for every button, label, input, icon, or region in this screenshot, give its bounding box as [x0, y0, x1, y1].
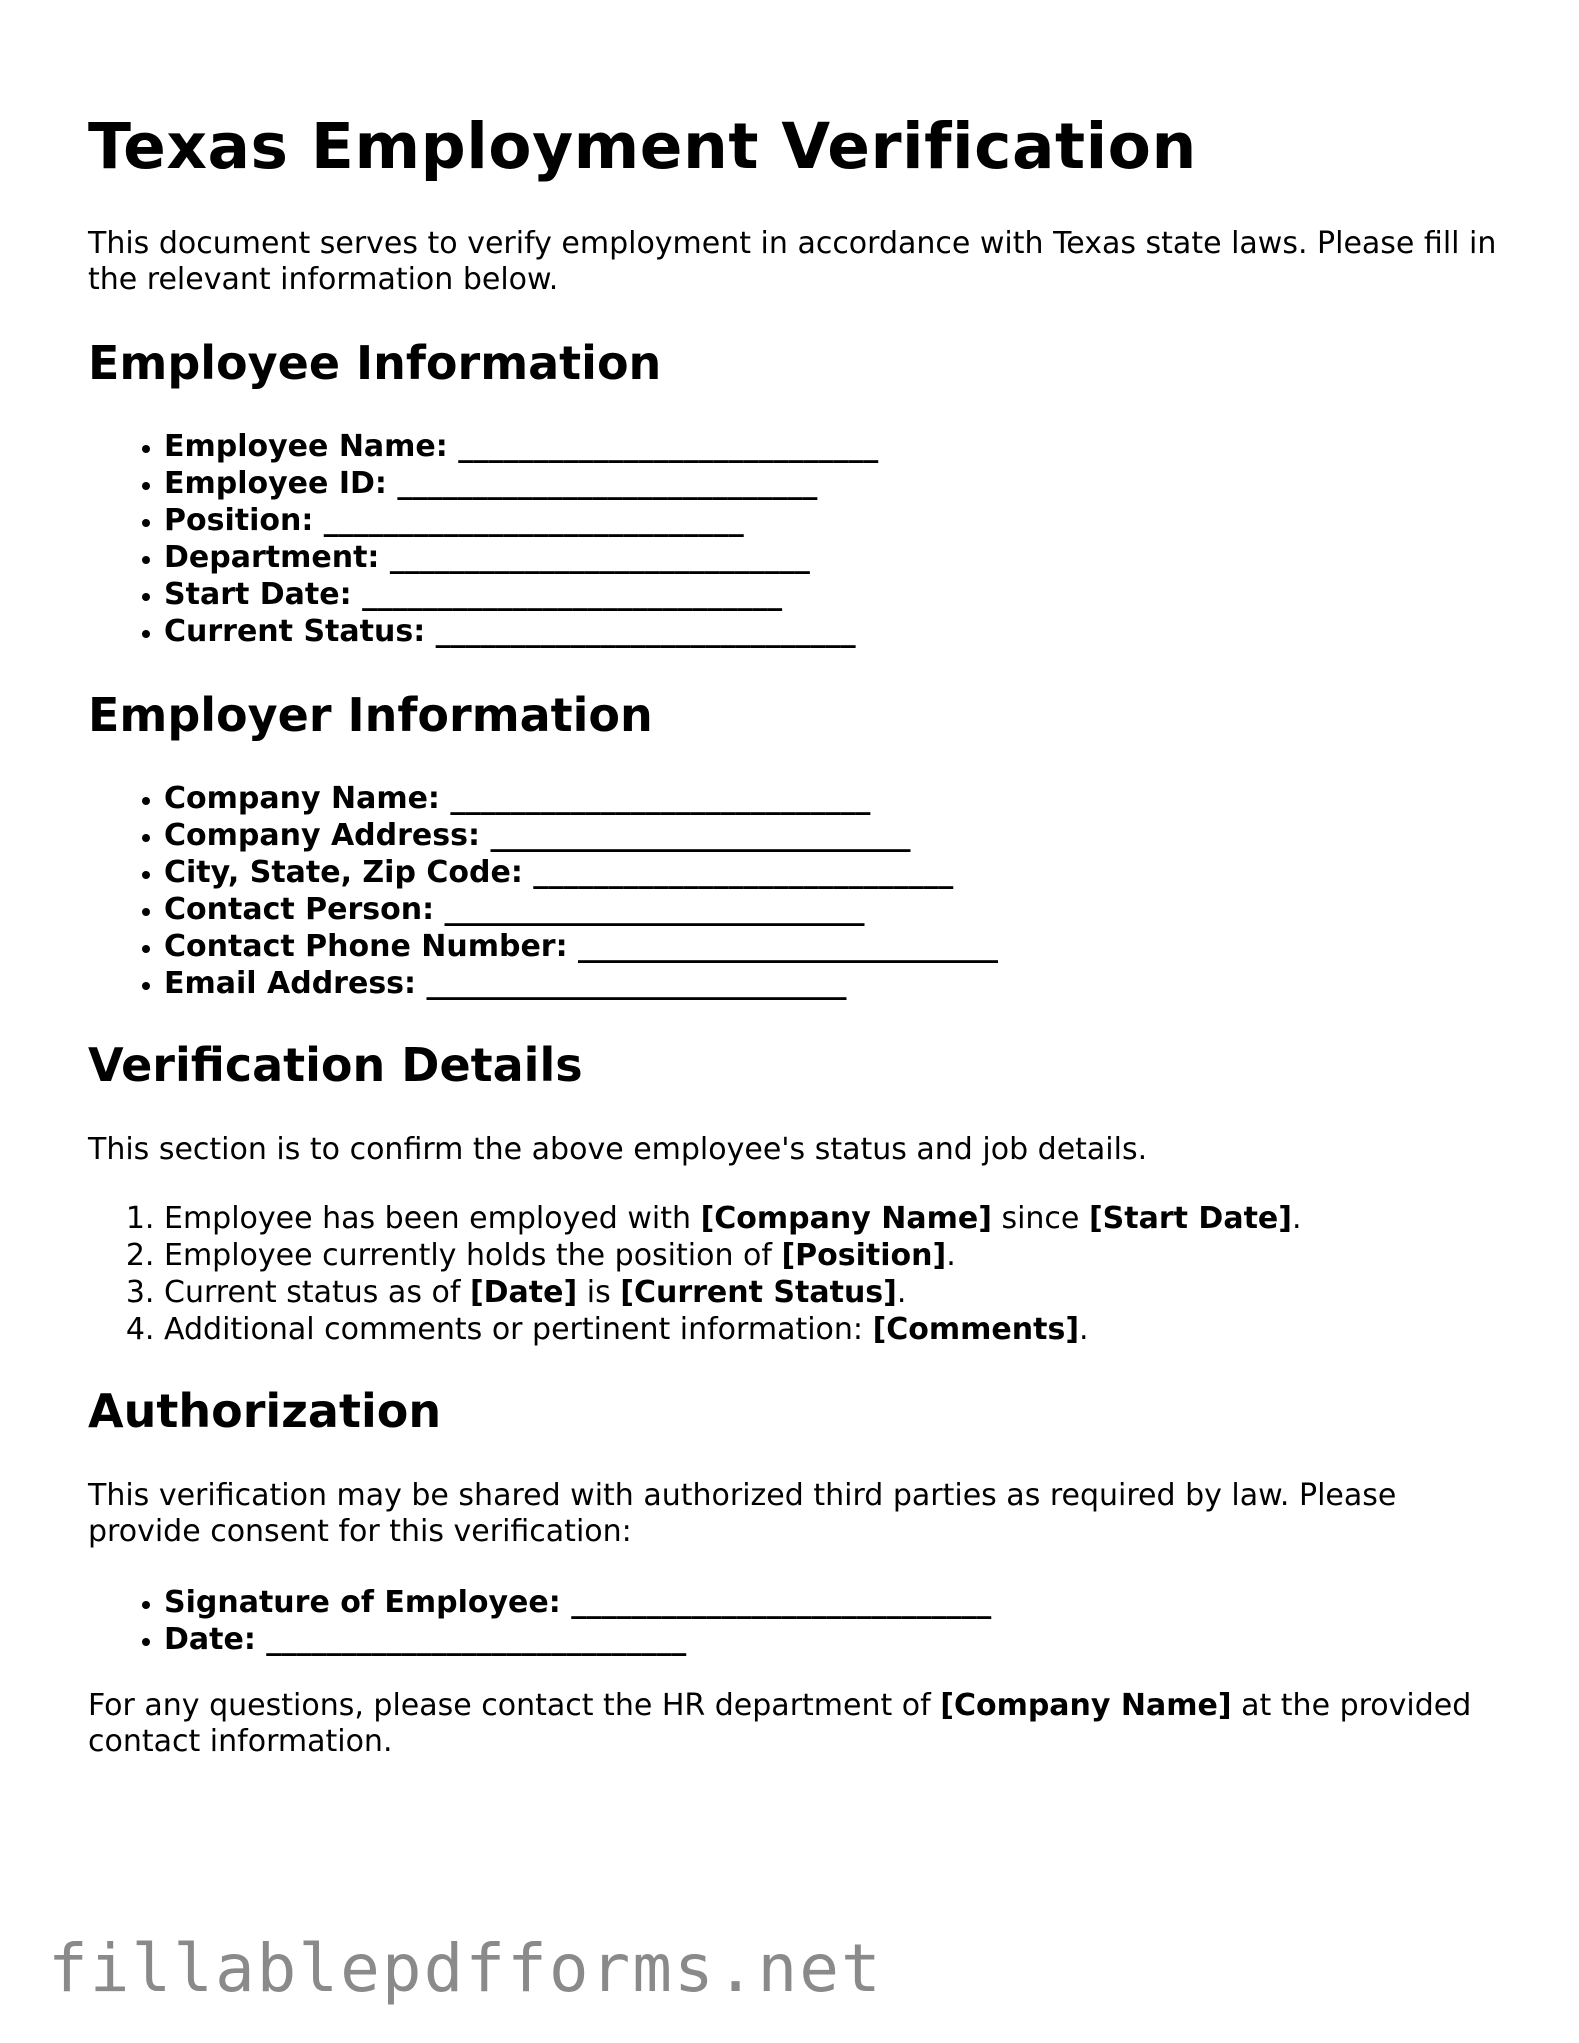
verification-item: 2. Employee currently holds the position of [Position].: [164, 1237, 1302, 1274]
authorization-fields-list: [88, 1584, 991, 1658]
employee-field[interactable]: • Employee ID: ____________________________: [164, 465, 878, 502]
employee-field[interactable]: • Department: ____________________________: [164, 539, 878, 576]
footer-watermark: fillablepdfforms.net: [48, 1930, 883, 2007]
verification-intro: This section is to confirm the above employee's status and job details.: [88, 1132, 1148, 1167]
employer-field[interactable]: • Company Address: ____________________________: [164, 817, 998, 854]
employer-field[interactable]: • Contact Person: ____________________________: [164, 891, 998, 928]
authorization-section-heading: Authorization: [88, 1384, 442, 1438]
employer-field[interactable]: • Contact Phone Number: ____________________________: [164, 928, 998, 965]
employee-field[interactable]: • Start Date: ____________________________: [164, 576, 878, 613]
employee-field[interactable]: • Position: ____________________________: [164, 502, 878, 539]
closing-paragraph: For any questions, please contact the HR department of [Company Name] at the provided contact information.: [88, 1688, 1472, 1759]
employer-field[interactable]: • City, State, Zip Code: ____________________________: [164, 854, 998, 891]
employer-field[interactable]: • Company Name: ____________________________: [164, 780, 998, 817]
intro-paragraph: This document serves to verify employment in accordance with Texas state laws. Please fill in the relevant information below.: [88, 226, 1497, 297]
employer-field[interactable]: • Email Address: ____________________________: [164, 965, 998, 1002]
verification-item: 1. Employee has been employed with [Company Name] since [Start Date].: [164, 1200, 1302, 1237]
employer-section-heading: Employer Information: [88, 688, 653, 742]
authorization-field[interactable]: • Signature of Employee: ____________________________: [164, 1584, 991, 1621]
document-title: Texas Employment Verification: [88, 110, 1197, 183]
verification-item: 4. Additional comments or pertinent information: [Comments].: [164, 1311, 1302, 1348]
verification-items-list: [88, 1200, 1302, 1348]
authorization-intro: This verification may be shared with authorized third parties as required by law. Please provide consent for this verification:: [88, 1478, 1397, 1549]
employer-fields-list: [88, 780, 998, 1002]
authorization-field[interactable]: • Date: ____________________________: [164, 1621, 991, 1658]
verification-section-heading: Verification Details: [88, 1038, 583, 1092]
employee-field[interactable]: • Employee Name: ____________________________: [164, 428, 878, 465]
verification-item: 3. Current status as of [Date] is [Current Status].: [164, 1274, 1302, 1311]
employee-section-heading: Employee Information: [88, 336, 662, 390]
employee-fields-list: [88, 428, 878, 650]
employee-field[interactable]: • Current Status: ____________________________: [164, 613, 878, 650]
